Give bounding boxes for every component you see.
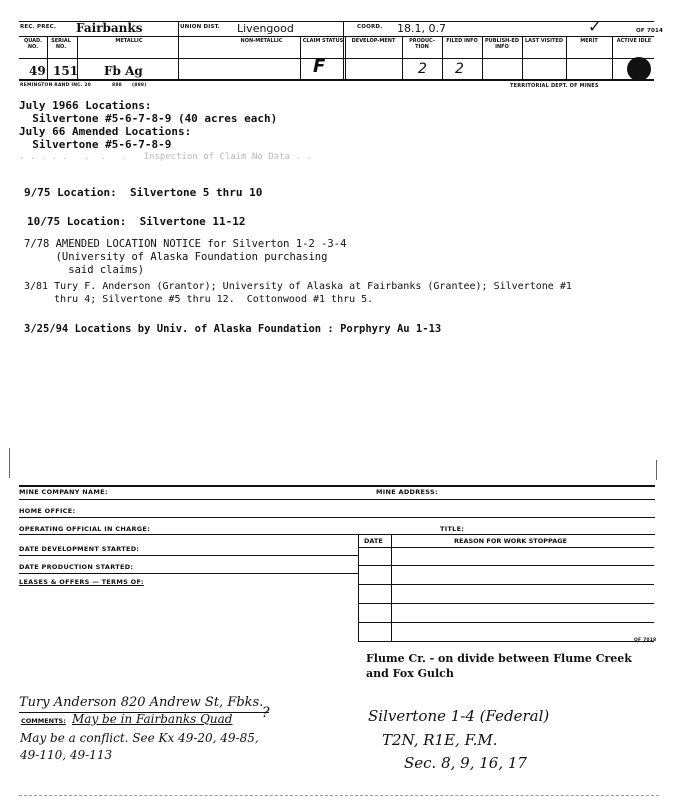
serial-label: SERIAL NO. — [51, 38, 71, 50]
form-number: OF 7014 — [636, 28, 664, 34]
entry-1-line-2: Silvertone #5-6-7-8-9 (40 acres each) — [19, 112, 278, 125]
entry-3: 10/75 Location: Silvertone 11-12 — [27, 215, 246, 228]
claim-status-value: F — [313, 56, 326, 77]
handwritten-silvertone: Silvertone 1-4 (Federal) — [368, 707, 550, 725]
serial-value: 151 — [53, 64, 79, 78]
entry-1-line-1: July 1966 Locations: — [19, 99, 152, 112]
quad-value: 49 — [29, 64, 46, 78]
merit-label: MERIT — [580, 38, 598, 44]
printer-imprint: REMINGTON RAND INC. 20 — [20, 83, 91, 88]
comments-label: COMMENTS: — [21, 717, 66, 725]
union-dist-label: UNION DIST. — [180, 24, 221, 30]
union-dist-value: Livengood — [237, 22, 294, 35]
entry-5-line-2: thru 4; Silvertone #5 thru 12. Cottonwood #1 thru 5. — [24, 294, 374, 305]
entry-4-line-3: said claims) — [24, 264, 145, 276]
production-value: 2 — [418, 61, 427, 77]
printer-code-1: 888 — [112, 83, 122, 88]
development-label: DEVELOP-MENT — [351, 38, 396, 44]
handwritten-sections: Sec. 8, 9, 16, 17 — [404, 754, 527, 772]
rec-prec-label: REC. PREC. — [20, 24, 57, 30]
active-label: ACTIVE IDLE — [616, 38, 652, 44]
printer-code-2: (888) — [132, 83, 147, 88]
title-label: TITLE: — [440, 525, 465, 533]
production-label: PRODUC-TION — [409, 38, 435, 50]
checkmark: ✓ — [588, 17, 602, 36]
entry-1-line-3: July 66 Amended Locations: — [19, 125, 192, 138]
quad-label: QUAD. NO. — [23, 38, 43, 50]
active-status-dot-icon — [627, 57, 651, 81]
entry-1-line-4: Silvertone #5-6-7-8-9 — [19, 138, 172, 151]
dept-imprint: TERRITORIAL DEPT. OF MINES — [510, 83, 599, 89]
handwritten-question-mark: ? — [262, 705, 270, 721]
faint-entry: . . . . . . . . Inspection of Claim No Data . . — [19, 152, 312, 162]
date-column-header: DATE — [364, 537, 383, 545]
rec-prec-value: Fairbanks — [76, 21, 143, 35]
entry-4-line-1: 7/78 AMENDED LOCATION NOTICE for Silverton 1-2 -3-4 — [24, 238, 347, 250]
handwritten-comment-2: May be a conflict. See Kx 49-20, 49-85, — [20, 731, 259, 745]
handwritten-owner: Tury Anderson 820 Andrew St, Fbks. — [19, 695, 264, 710]
entry-5-line-1: 3/81 Tury F. Anderson (Grantor); University of Alaska at Fairbanks (Grantee); Silvertone #1 — [24, 281, 572, 292]
handwritten-township: T2N, R1E, F.M. — [382, 731, 498, 749]
entry-6: 3/25/94 Locations by Univ. of Alaska Foundation : Porphyry Au 1-13 — [24, 323, 442, 335]
location-line-2: and Fox Gulch — [366, 667, 454, 680]
coord-label: COORD. — [357, 24, 383, 30]
handwritten-comment-1: May be in Fairbanks Quad — [72, 712, 233, 726]
publish-label: PUBLISH-ED INFO — [484, 38, 519, 50]
date-production-label: DATE PRODUCTION STARTED: — [19, 563, 134, 571]
mine-company-label: MINE COMPANY NAME: — [19, 488, 108, 496]
metallic-label: METALLIC — [115, 38, 143, 44]
handwritten-comment-3: 49-110, 49-113 — [20, 748, 113, 762]
claim-status-label: CLAIM STATUS — [302, 38, 344, 44]
reason-column-header: REASON FOR WORK STOPPAGE — [454, 537, 567, 545]
filed-value: 2 — [455, 61, 464, 77]
form-number-2: OF 7018 — [634, 638, 657, 643]
filed-info-label: FILED INFO — [446, 38, 478, 44]
coord-value: 18.1, 0.7 — [397, 22, 446, 35]
home-office-label: HOME OFFICE: — [19, 507, 76, 515]
date-development-label: DATE DEVELOPMENT STARTED: — [19, 545, 140, 553]
operating-official-label: OPERATING OFFICIAL IN CHARGE: — [19, 525, 151, 533]
entry-2: 9/75 Location: Silvertone 5 thru 10 — [24, 186, 263, 199]
leases-label: LEASES & OFFERS — TERMS OF: — [19, 578, 144, 586]
non-metallic-label: NON-METALLIC — [240, 38, 283, 44]
mine-address-label: MINE ADDRESS: — [376, 488, 438, 496]
metallic-value: Fb Ag — [104, 64, 143, 78]
entry-4-line-2: (University of Alaska Foundation purchasing — [24, 251, 328, 263]
last-visited-label: LAST VISITED — [525, 38, 563, 44]
location-line-1: Flume Cr. - on divide between Flume Creek — [366, 652, 632, 665]
